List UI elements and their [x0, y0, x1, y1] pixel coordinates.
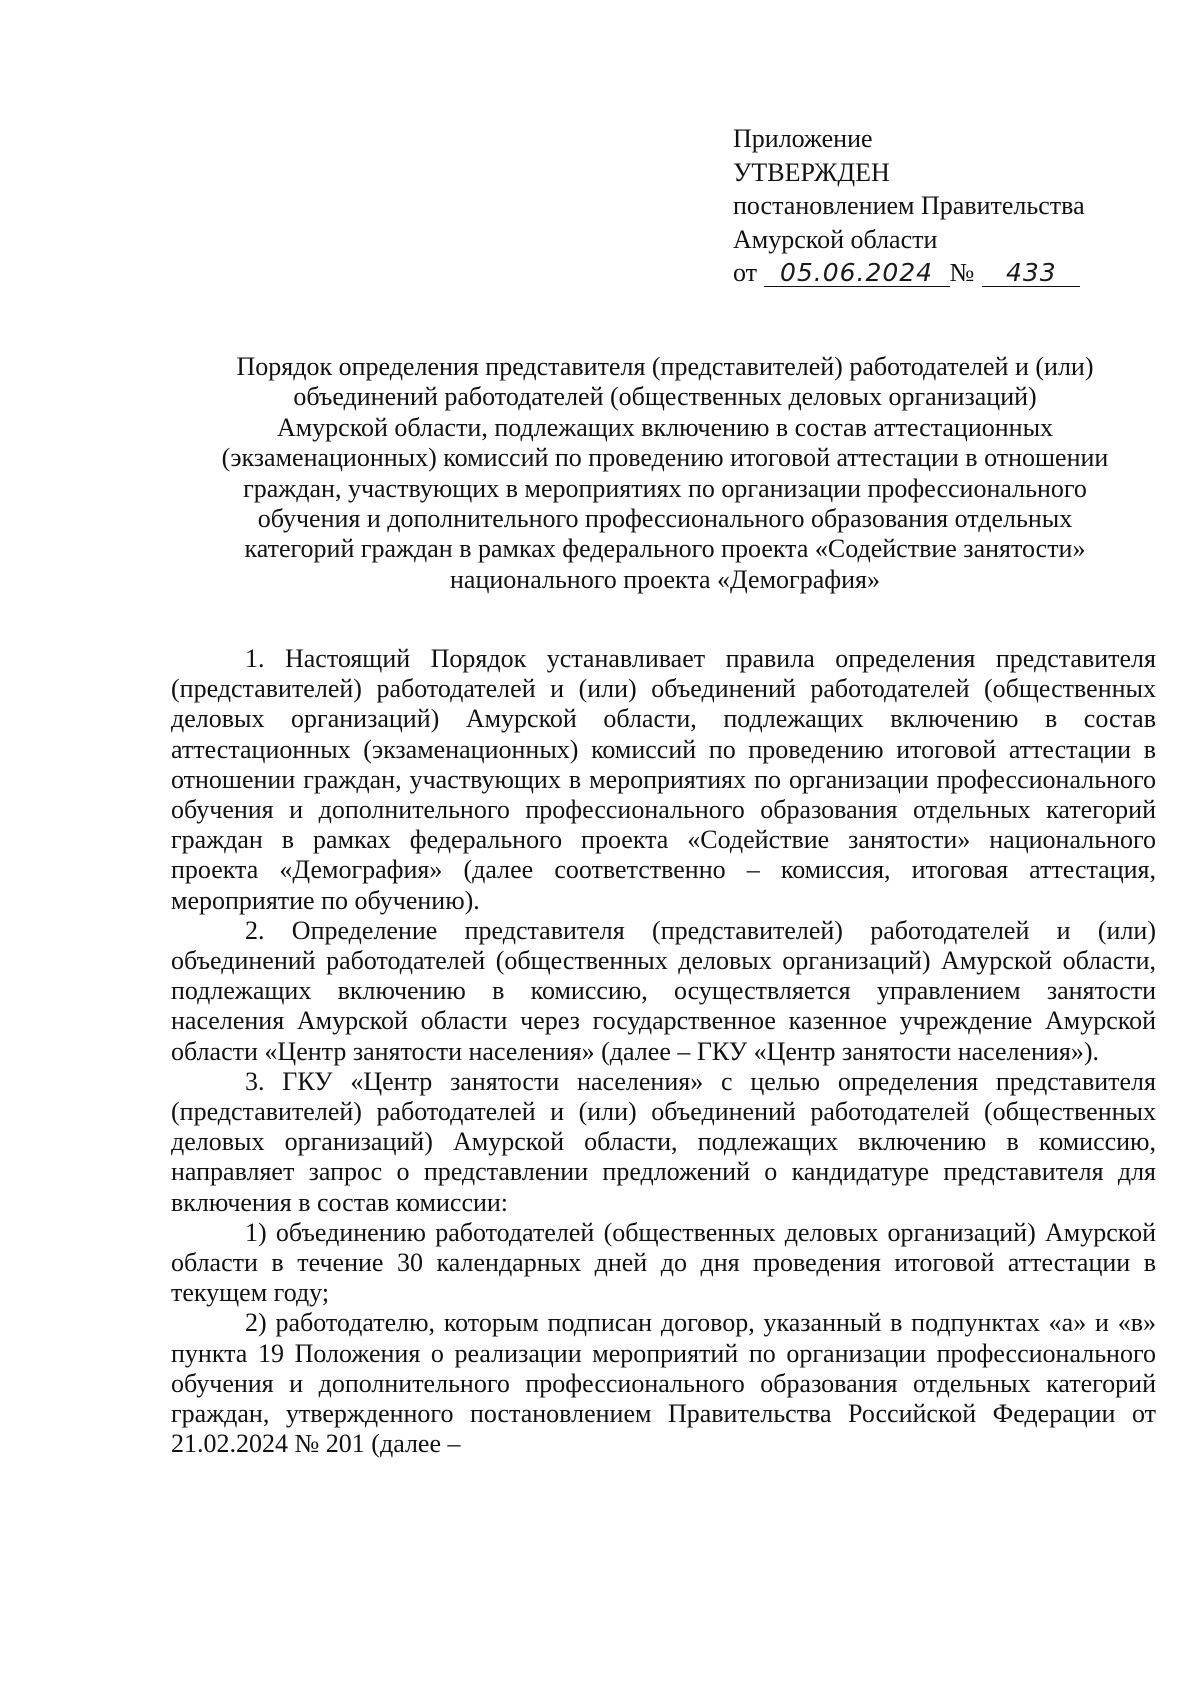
region-line: Амурской области: [733, 224, 938, 254]
document-title: [165, 352, 1165, 595]
title-line: Порядок определения представителя (представителей) работодателей и (или): [236, 352, 1094, 381]
handwritten-number: 433: [982, 260, 1080, 287]
approved-label: УТВЕРЖДЕН: [733, 157, 890, 187]
subparagraph-2: 2) работодателю, которым подписан договор, указанный в подпунктах «а» и «в» пункта 19 Положения о реализации мероприятий по организации профессионального обучения и дополнительного профессионального образования отдельных категорий граждан, утвержденного постановлением Правительства Российской Федерации от 21.02.2024 № 201 (далее –: [171, 1308, 1156, 1459]
title-line: категорий граждан в рамках федерального проекта «Содействие занятости»: [244, 534, 1086, 564]
decree-line: постановлением Правительства: [733, 191, 1085, 220]
paragraph-2: 2. Определение представителя (представителей) работодателей и (или) объединений работодателей (общественных деловых организаций) Амурской области, подлежащих включению в комиссию, осуществляется управлением занятости населения Амурской области через государственное казенное учреждение Амурской области «Центр занятости населения» (далее – ГКУ «Центр занятости населения»).: [171, 915, 1156, 1066]
document-body: [171, 644, 1156, 1459]
date-prefix: от: [733, 258, 758, 287]
paragraph-1: 1. Настоящий Порядок устанавливает правила определения представителя (представителей) работодателей и (или) объединений работодателей (общественных деловых организаций) Амурской области, подлежащих включению в состав аттестационных (экзаменационных) комиссий по проведению итоговой аттестации в отношении граждан, участвующих в мероприятиях по организации профессионального обучения и дополнительного профессионального образования отдельных категорий граждан в рамках федерального проекта «Содействие занятости» национального проекта «Демография» (далее соответственно – комиссия, итоговая аттестация, мероприятие по обучению).: [171, 644, 1156, 915]
title-line: национального проекта «Демография»: [450, 564, 880, 594]
date-number-line: [733, 256, 1153, 290]
appendix-label: Приложение: [733, 124, 873, 153]
title-line: Амурской области, подлежащих включению в состав аттестационных: [276, 412, 1054, 442]
paragraph-3: 3. ГКУ «Центр занятости населения» с целью определения представителя (представителей) работодателей и (или) объединений работодателей (общественных деловых организаций) Амурской области, подлежащих включению в комиссию, направляет запрос о представлении предложений о кандидатуре представителя для включения в состав комиссии:: [171, 1066, 1156, 1217]
title-line: граждан, участвующих в мероприятиях по организации профессионального: [243, 473, 1087, 503]
title-line: (экзаменационных) комиссий по проведению итоговой аттестации в отношении: [221, 443, 1109, 473]
subparagraph-1: 1) объединению работодателей (общественных деловых организаций) Амурской области в течение 30 календарных дней до дня проведения итоговой аттестации в текущем году;: [171, 1217, 1156, 1308]
title-line: объединений работодателей (общественных деловых организаций): [293, 382, 1037, 412]
handwritten-date: 05.06.2024: [764, 260, 950, 287]
approval-block: [733, 122, 1153, 290]
title-line: обучения и дополнительного профессионального образования отдельных: [257, 504, 1073, 534]
number-sign: №: [949, 258, 975, 287]
